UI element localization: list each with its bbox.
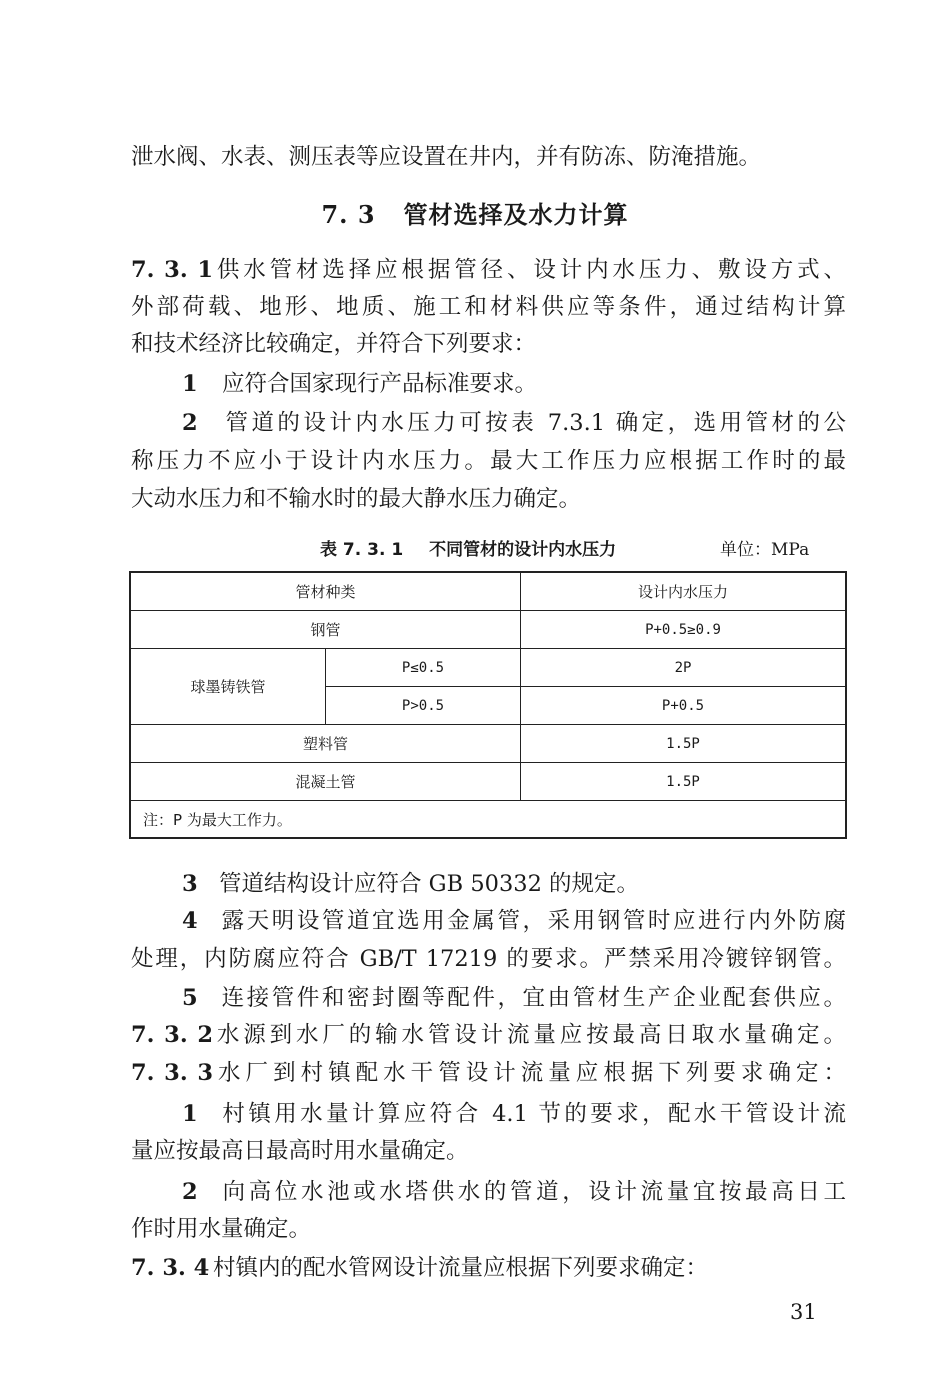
section-heading-number: 7. 3 <box>321 200 376 229</box>
section-heading-title: 管材选择及水力计算 <box>403 201 629 229</box>
table-cell: P≤0.5 <box>326 649 521 687</box>
list-item-3 <box>182 866 846 903</box>
table-cell: P+0.5≥0.9 <box>521 611 847 649</box>
paragraph-line: 泄水阀、水表、测压表等应设置在井内，并有防冻、防淹措施。 <box>131 144 762 170</box>
table-cell: 1.5P <box>521 763 847 801</box>
clause-7-3-3 <box>131 1055 846 1092</box>
table-cell: 2P <box>521 649 847 687</box>
table-cell: P>0.5 <box>326 687 521 725</box>
table-note-row <box>130 801 846 839</box>
table-header-cell: 设计内水压力 <box>521 572 847 611</box>
paragraph-line: 外部荷载、地形、地质、施工和材料供应等条件，通过结构计算 <box>131 294 846 320</box>
table-row <box>130 725 846 763</box>
list-item-text: 连接管件和密封圈等配件，宜由管材生产企业配套供应。 <box>219 985 846 1011</box>
list-item-number: 5 <box>182 985 198 1011</box>
list-item-2 <box>182 405 846 442</box>
table-caption <box>320 535 616 560</box>
section-heading <box>0 195 950 230</box>
clause-number: 7. 3. 3 <box>131 1060 213 1086</box>
paragraph-line: 处理，内防腐应符合 GB/T 17219 的要求。严禁采用冷镀锌钢管。 <box>131 946 846 972</box>
table-cell: 钢管 <box>130 611 521 649</box>
clause-number: 7. 3. 4 <box>131 1255 210 1281</box>
clause-text: 水厂到村镇配水干管设计流量应根据下列要求确定： <box>213 1060 846 1086</box>
table-cell: 塑料管 <box>130 725 521 763</box>
clause-7-3-4 <box>131 1250 846 1287</box>
list-item-number: 2 <box>182 410 198 436</box>
table-caption-title: 不同管材的设计内水压力 <box>429 540 617 560</box>
list-item-number: 3 <box>182 871 198 897</box>
table-row <box>130 611 846 649</box>
table-header-cell: 管材种类 <box>130 572 521 611</box>
clause-text: 供水管材选择应根据管径、设计内水压力、敷设方式、 <box>213 257 846 283</box>
list-item-number: 4 <box>182 908 198 934</box>
list-item-number: 1 <box>182 371 198 397</box>
list-item-number: 1 <box>182 1101 198 1127</box>
list-item-text: 管道的设计内水压力可按表 7.3.1 确定，选用管材的公 <box>222 410 846 436</box>
list-item-text: 应符合国家现行产品标准要求。 <box>222 371 538 397</box>
table-cell: 1.5P <box>521 725 847 763</box>
clause-number: 7. 3. 2 <box>131 1022 213 1048</box>
list-item-text: 向高位水池或水塔供水的管道，设计流量宜按最高日工 <box>219 1179 846 1205</box>
list-item-2 <box>182 1174 846 1211</box>
list-item-number: 2 <box>182 1179 198 1205</box>
paragraph-line: 大动水压力和不输水时的最大静水压力确定。 <box>131 486 582 512</box>
table-note: 注：P 为最大工作力。 <box>130 801 846 839</box>
clause-text: 水源到水厂的输水管设计流量应按最高日取水量确定。 <box>213 1022 846 1048</box>
table-header-row <box>130 572 846 611</box>
list-item-4 <box>182 903 846 940</box>
paragraph-line: 量应按最高日最高时用水量确定。 <box>131 1138 469 1164</box>
list-item-1 <box>182 1096 846 1133</box>
clause-text: 村镇内的配水管网设计流量应根据下列要求确定： <box>213 1255 709 1281</box>
paragraph-line: 和技术经济比较确定，并符合下列要求： <box>131 331 537 357</box>
clause-7-3-2 <box>131 1017 846 1054</box>
list-item-text: 村镇用水量计算应符合 4.1 节的要求，配水干管设计流 <box>219 1101 846 1127</box>
paragraph-line: 称压力不应小于设计内水压力。最大工作压力应根据工作时的最 <box>131 448 846 474</box>
table-row <box>130 763 846 801</box>
clause-7-3-1 <box>131 252 846 289</box>
table-cell: 球墨铸铁管 <box>130 649 326 725</box>
list-item-1 <box>182 366 846 403</box>
list-item-text: 管道结构设计应符合 GB 50332 的规定。 <box>219 871 640 897</box>
page-number: 31 <box>790 1300 817 1324</box>
pressure-table <box>129 571 847 839</box>
table-cell: 混凝土管 <box>130 763 521 801</box>
clause-number: 7. 3. 1 <box>131 257 213 283</box>
table-caption-number: 表 7. 3. 1 <box>320 540 404 560</box>
list-item-text: 露天明设管道宜选用金属管，采用钢管时应进行内外防腐 <box>219 908 846 934</box>
list-item-5 <box>182 980 846 1017</box>
paragraph-line: 作时用水量确定。 <box>131 1216 312 1242</box>
table-unit: 单位：MPa <box>720 540 810 560</box>
table-cell: P+0.5 <box>521 687 847 725</box>
table-row <box>130 649 846 687</box>
